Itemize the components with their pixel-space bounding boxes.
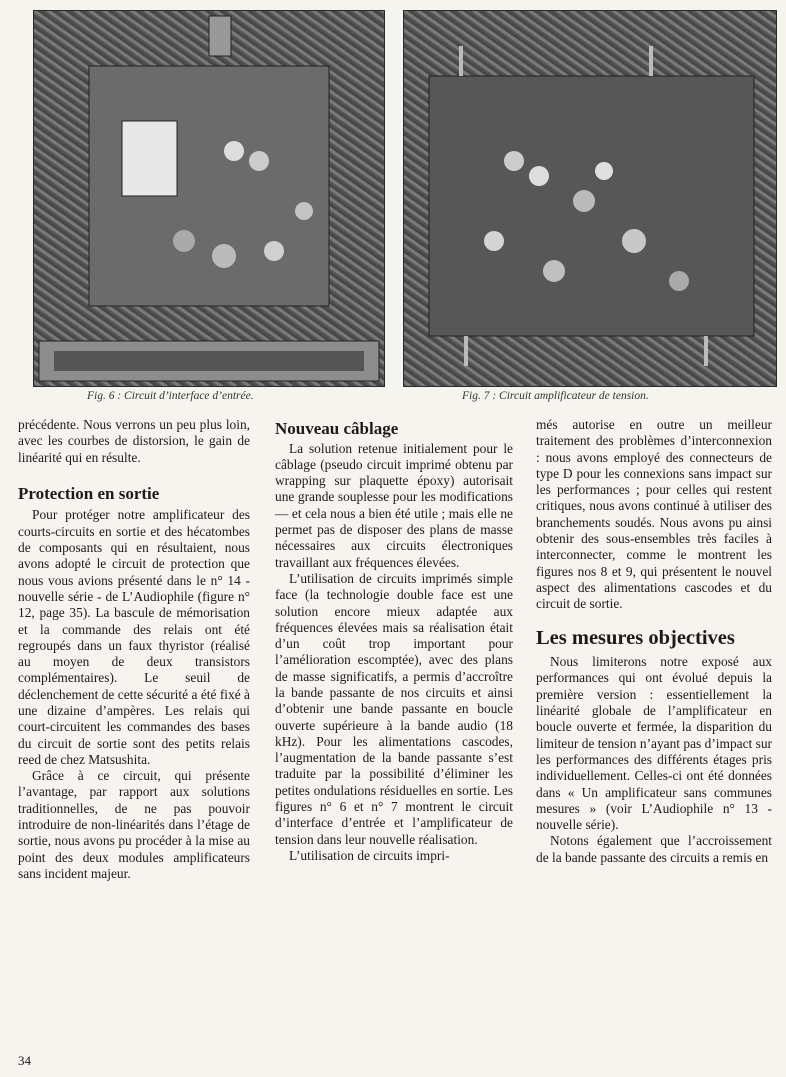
section-heading: Nouveau câblage (275, 419, 399, 438)
paragraph: précédente. Nous verrons un peu plus loin, avec les courbes de distorsion, le gain de linéarité qui en résulte. (18, 417, 250, 465)
paragraph: Pour protéger notre amplificateur des courts-circuits en sortie et des hécatombes de composants qui en résultaient, nous avons adopté le circuit de protection que nous vous avions présenté dans le n° 14 - nouvelle série - de L’Audiophile (figure n° 12, page 35). La bascule de mémorisation et la commande des relais ont été regroupés dans un faux thyristor (réalisé au moyen de deux transistors complémentaires). Le seuil de déclenchement de cette sécurité a été fixé à une dizaine d’ampères. Les relais qui court-circuitent les commandes des bases du circuit de sortie sont des petits relais reed de chez Matsushita. (18, 507, 250, 767)
page-number: 34 (18, 1053, 31, 1068)
paragraph: L’utilisation de circuits imprimés simple face (la technologie double face est une solution encore mieux adaptée aux fréquences élevées mais sa réalisation était d’un coût trop important pour l’amélioration escomptée), avec des plans de masse significatifs, a permis d’accroître la bande passante de nos circuits et ainsi d’obtenir une bande passante en boucle ouverte supérieure à la bande audio (18 kHz). Pour les alimentations cascodes, l’augmentation de la bande passante s’est traduite par la possibilité d’éliminer les petites ondulations résiduelles en sortie. Les figures n° 6 et n° 7 montrent le circuit d’interface d’entrée et l’amplificateur de tension dans leur nouvelle réalisation. (275, 570, 513, 847)
paragraph: Nous limiterons notre exposé aux performances qui ont évolué depuis la première version : essentiellement la linéarité globale de l’amplificateur en boucle ouverte et fermée, la disparition du limiteur de tension n’ayant pas d’impact sur les performances des différents étages pris individuellement. Celles-ci ont été données dans « Un amplificateur sans communes mesures » (voir L’Audiophile n° 13 - nouvelle série). (536, 654, 772, 833)
circuit-board-illustration (404, 11, 776, 386)
paragraph: més autorise en outre un meilleur traitement des problèmes d’interconnexion : nous avons employé des connecteurs de type D pour les connexions sans impact sur les performances ; pour celles qui restent critiques, nous avons continué à utiliser des branchements soudés. Nous avons pu ainsi obtenir des sous-ensembles très faciles à interconnecter, comme le montrent les figures nos 8 et 9, qui présentent le nouvel aspect des alimentations cascodes et du circuit de sortie. (536, 417, 772, 612)
text-column-2 (275, 417, 513, 864)
section-heading: Protection en sortie (18, 483, 160, 503)
text-column-3 (536, 417, 772, 866)
figure-7-photo (403, 10, 777, 387)
figure-6-photo (33, 10, 385, 387)
figure-7-caption: Fig. 7 : Circuit amplificateur de tension. (462, 390, 649, 402)
section-heading: Les mesures objectives (536, 626, 735, 649)
circuit-board-illustration (34, 11, 384, 386)
figure-6-caption: Fig. 6 : Circuit d’interface d’entrée. (87, 390, 254, 402)
paragraph: Notons également que l’accroissement de la bande passante des circuits a remis en (536, 833, 772, 865)
paragraph: Grâce à ce circuit, qui présente l’avantage, par rapport aux solutions traditionnelles, de ne pas pouvoir introduire de non-linéarités dans l’étage de sortie, nous avons pu procéder à la mise au point des deux modules amplificateurs sans incident majeur. (18, 768, 250, 881)
paragraph: La solution retenue initialement pour le câblage (pseudo circuit imprimé obtenu par wrapping sur plaquette époxy) autorisait une grande souplesse pour les modifications — et cela nous a bien été utile ; mais elle ne permet pas de disposer des plans de masse nécessaires aux circuits électroniques travaillant aux fréquences élevées. (275, 440, 513, 570)
text-column-1 (18, 417, 250, 882)
paragraph: L’utilisation de circuits impri- (289, 847, 450, 863)
